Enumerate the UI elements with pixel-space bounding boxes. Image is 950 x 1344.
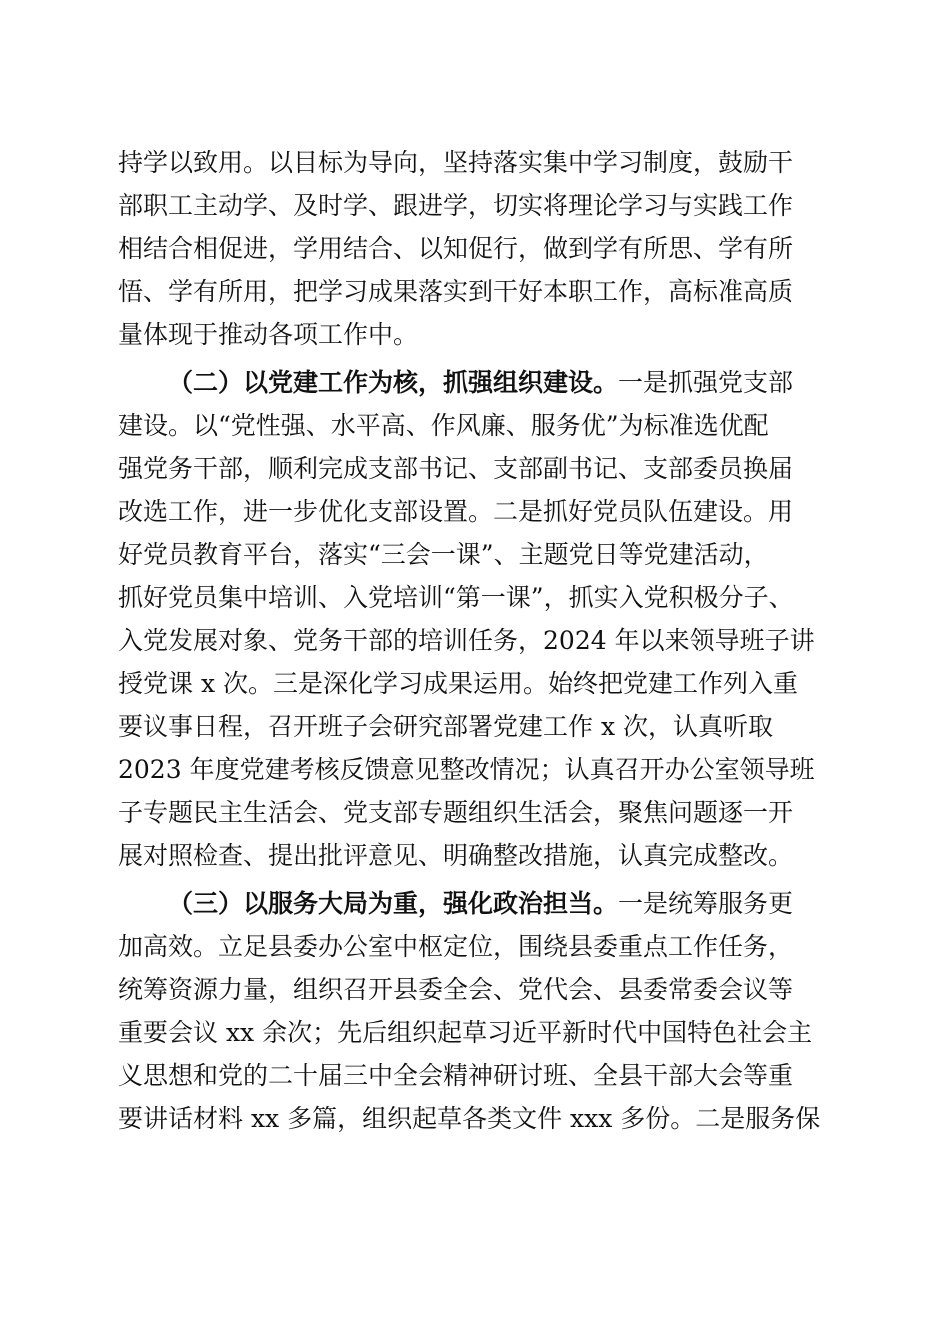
body-text-segment: 一是统筹服务更 bbox=[618, 889, 794, 918]
body-text-line: 2023 年度党建考核反馈意见整改情况；认真召开办公室领导班 bbox=[118, 755, 815, 784]
body-text-line: 相结合相促进，学用结合、以知促行，做到学有所思、学有所 bbox=[118, 234, 794, 263]
body-text-line: 要议事日程，召开班子会研究部署党建工作 x 次，认真听取 bbox=[118, 712, 773, 741]
body-text-line: 子专题民主生活会、党支部专题组织生活会，聚焦问题逐一开 bbox=[118, 798, 794, 827]
body-text-line: 部职工主动学、及时学、跟进学，切实将理论学习与实践工作 bbox=[118, 191, 794, 220]
body-text-line: 好党员教育平台，落实“三会一课”、主题党日等党建活动， bbox=[118, 540, 769, 569]
body-text-line: 改选工作，进一步优化支部设置。二是抓好党员队伍建设。用 bbox=[118, 497, 794, 526]
section-2-heading: （二）以党建工作为核，抓强组织建设。 bbox=[168, 368, 619, 397]
body-text-line: 强党务干部，顺利完成支部书记、支部副书记、支部委员换届 bbox=[118, 454, 794, 483]
body-text-line: 义思想和党的二十届三中全会精神研讨班、全县干部大会等重 bbox=[118, 1061, 794, 1090]
body-text-line: 抓好党员集中培训、入党培训“第一课”，抓实入党积极分子、 bbox=[118, 583, 794, 612]
body-text-line: 悟、学有所用，把学习成果落实到干好本职工作，高标准高质 bbox=[118, 277, 794, 306]
body-text-line: 重要会议 xx 余次；先后组织起草习近平新时代中国特色社会主 bbox=[118, 1018, 813, 1047]
section-3-heading: （三）以服务大局为重，强化政治担当。 bbox=[168, 889, 619, 918]
body-text-line: 展对照检查、提出批评意见、明确整改措施，认真完成整改。 bbox=[118, 841, 794, 870]
body-text-line: 统筹资源力量，组织召开县委全会、党代会、县委常委会议等 bbox=[118, 975, 794, 1004]
body-text-line: 加高效。立足县委办公室中枢定位，围绕县委重点工作任务， bbox=[118, 932, 794, 961]
body-text-line: 建设。以“党性强、水平高、作风廉、服务优”为标准选优配 bbox=[118, 411, 769, 440]
body-text-line: 持学以致用。以目标为导向，坚持落实集中学习制度，鼓励干 bbox=[118, 148, 794, 177]
body-text-segment: 一是抓强党支部 bbox=[618, 368, 794, 397]
body-text-line: 要讲话材料 xx 多篇，组织起草各类文件 xxx 多份。二是服务保 bbox=[118, 1104, 821, 1133]
section-2-paragraph-start bbox=[168, 366, 793, 400]
section-3-paragraph-start bbox=[168, 887, 793, 921]
body-text-line: 入党发展对象、党务干部的培训任务，2024 年以来领导班子讲 bbox=[118, 626, 815, 655]
body-text-line: 量体现于推动各项工作中。 bbox=[118, 320, 419, 349]
body-text-line: 授党课 x 次。三是深化学习成果运用。始终把党建工作列入重 bbox=[118, 669, 798, 698]
